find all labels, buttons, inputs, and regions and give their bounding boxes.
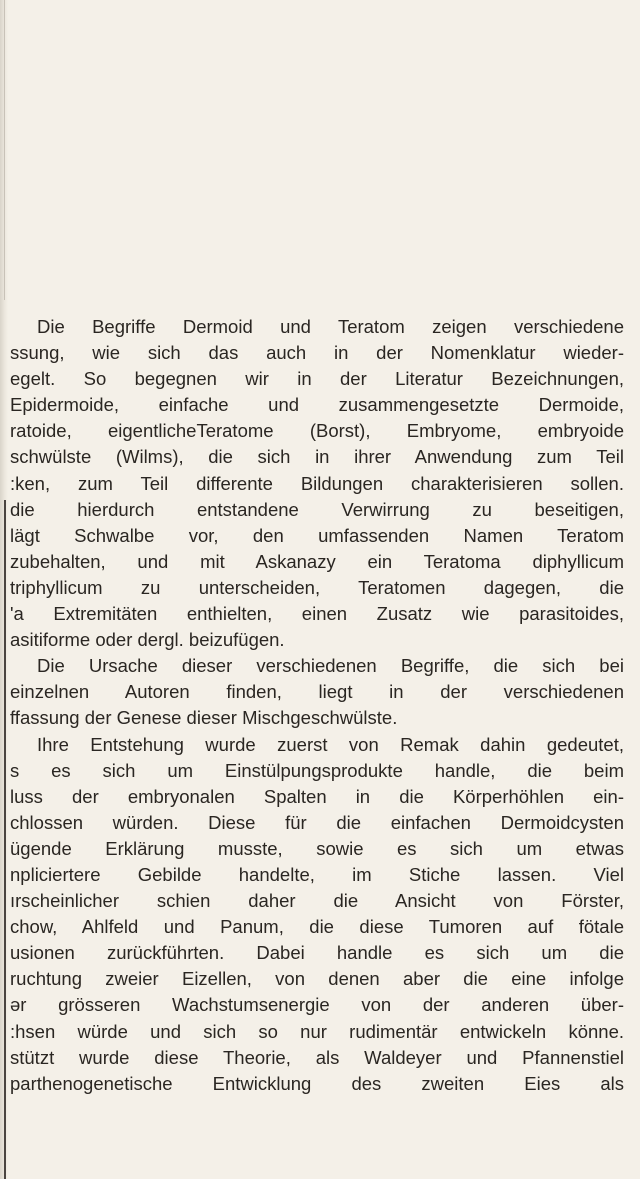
gutter-edge-light: [4, 0, 5, 300]
text-line: ffassung der Genese dieser Mischgeschwülste.: [10, 707, 398, 729]
text-line: :ken, zum Teil differente Bildungen charakterisieren sollen.: [10, 472, 624, 494]
text-line: die hierdurch entstandene Verwirrung zu beseitigen,: [10, 498, 624, 520]
text-line: schwülste (Wilms), die sich in ihrer Anwendung zum Teil: [10, 446, 624, 468]
text-line: Ihre Entstehung wurde zuerst von Remak dahin gedeutet,: [37, 733, 624, 755]
text-line: triphyllicum zu unterscheiden, Teratomen dagegen, die: [10, 576, 624, 598]
text-line: egelt. So begegnen wir in der Literatur Bezeichnungen,: [10, 368, 624, 390]
text-line: parthenogenetische Entwicklung des zweiten Eies als: [10, 1072, 624, 1094]
text-line: einzelnen Autoren finden, liegt in der verschiedenen: [10, 681, 624, 703]
text-line: :hsen würde und sich so nur rudimentär entwickeln könne.: [10, 1020, 624, 1042]
text-line: usionen zurückführten. Dabei handle es sich um die: [10, 942, 624, 964]
text-line: ratoide, eigentlicheTeratome (Borst), Embryome, embryoide: [10, 420, 624, 442]
body-text: [0, 314, 624, 1097]
text-line: ırscheinlicher schien daher die Ansicht von Förster,: [10, 890, 624, 912]
text-line: 'a Extremitäten enthielten, einen Zusatz wie parasitoides,: [10, 603, 624, 625]
text-line: Die Begriffe Dermoid und Teratom zeigen verschiedene: [37, 316, 624, 337]
text-line: chow, Ahlfeld und Panum, die diese Tumoren auf fötale: [10, 916, 624, 938]
text-line: ruchtung zweier Eizellen, von denen aber die eine infolge: [10, 968, 624, 990]
text-line: zubehalten, und mit Askanazy ein Teratoma diphyllicum: [10, 550, 624, 572]
text-line: lägt Schwalbe vor, den umfassenden Namen Teratom: [10, 524, 624, 546]
text-line: ər grösseren Wachstumsenergie von der anderen über-: [10, 994, 624, 1016]
text-line: s es sich um Einstülpungsprodukte handle, die beim: [10, 759, 624, 781]
text-line: Epidermoide, einfache und zusammengesetzte Dermoide,: [10, 394, 624, 416]
text-line: chlossen würden. Diese für die einfachen Dermoidcysten: [10, 811, 624, 833]
text-line: npliciertere Gebilde handelte, im Stiche lassen. Viel: [10, 863, 624, 885]
text-line: Die Ursache dieser verschiedenen Begriffe, die sich bei: [37, 655, 624, 677]
text-line: ssung, wie sich das auch in der Nomenklatur wieder-: [10, 342, 624, 364]
text-line: stützt wurde diese Theorie, als Waldeyer und Pfannenstiel: [10, 1046, 624, 1068]
text-line: asitiforme oder dergl. beizufügen.: [10, 629, 285, 651]
text-line: ügende Erklärung musste, sowie es sich um etwas: [10, 837, 624, 859]
text-line: luss der embryonalen Spalten in die Körperhöhlen ein-: [10, 785, 624, 807]
